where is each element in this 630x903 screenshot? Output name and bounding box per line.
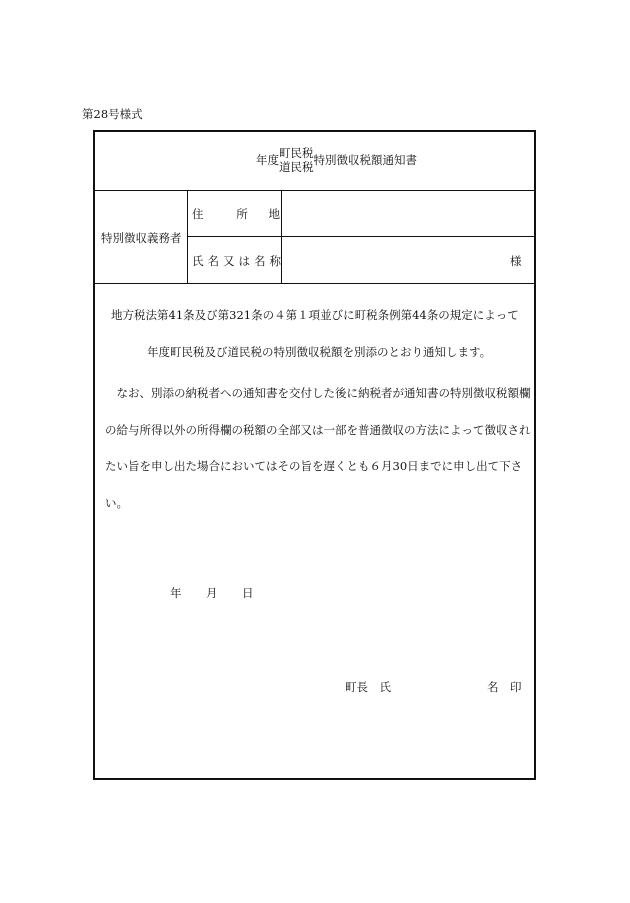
table-divider [187,236,536,237]
honorific: 様 [510,254,522,268]
instruction-paragraph [105,375,535,521]
date-year: 年 [170,586,182,600]
title-row [95,132,534,191]
name-label: 氏名又は名称 [192,254,285,268]
table-divider [95,283,534,284]
address-label [192,206,280,222]
legal-basis-text: 地方税法第41条及び第321条の４第１項並びに町税条例第44条の規定によって [111,308,519,322]
instruction-line: たい旨を申し出た場合においてはその旨を遅くとも６月30日までに申し出て下さ [105,459,523,473]
address-char: 地 [268,207,280,221]
title-town-tax: 町民税 [279,146,314,160]
obligor-label: 特別徴収義務者 [101,231,182,245]
address-char: 所 [236,207,248,221]
title-prefecture-tax: 道民税 [279,160,314,174]
form-title [256,146,417,174]
mayor-label: 町長 氏 [345,680,391,694]
instruction-line: の給与所得以外の所得欄の税額の全部又は一部を普通徴収の方法によって徴収され [105,422,531,437]
title-prefix: 年度 [256,153,279,167]
instruction-line: なお、別添の納税者への通知書を交付した後に納税者が通知書の特別徴収税額欄 [105,386,531,400]
title-suffix: 特別徴収税額通知書 [313,153,417,167]
form-number: 第28号様式 [82,107,143,121]
notice-text: 年度町民税及び道民税の特別徴収税額を別添のとおり通知します。 [147,345,492,359]
date-day: 日 [242,586,254,600]
address-char: 住 [192,207,204,221]
title-tax-stack [279,146,314,174]
seal-label: 名 印 [487,680,522,694]
date-month: 月 [206,586,218,600]
instruction-line: い。 [105,495,128,510]
date-line [170,585,254,601]
notice-form [93,130,536,780]
